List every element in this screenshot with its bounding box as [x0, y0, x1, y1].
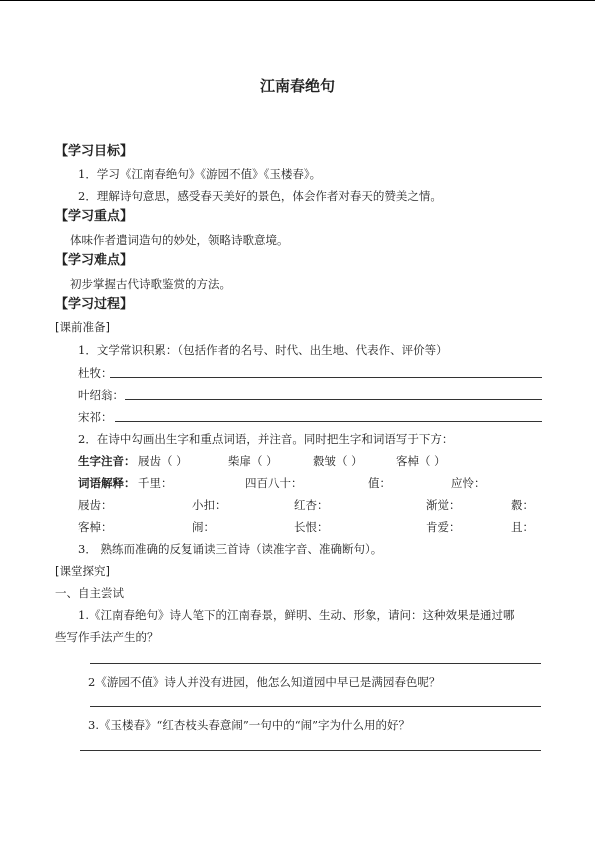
class-q1-line2: 些写作手法产生的？	[55, 630, 159, 644]
vocab-item: 红杏：	[294, 498, 329, 512]
section-heading-process: 【学习过程】	[55, 297, 134, 312]
section-heading-difficulty: 【学习难点】	[55, 253, 134, 268]
pinyin-item: 柴扉（ ）	[228, 454, 278, 468]
vocab-item: 四百八十：	[245, 476, 303, 490]
top-rule	[0, 0, 595, 1]
vocab-item: 值：	[368, 476, 391, 490]
prep-q2: 2．在诗中勾画出生字和重点词语，并注音。同时把生字和词语写于下方：	[78, 432, 454, 446]
answer-line-q1[interactable]	[90, 663, 541, 664]
vocab-item: 客棹：	[78, 520, 113, 534]
class-q1-line1: 1.《江南春绝句》诗人笔下的江南春景，鲜明、生动、形象，请问：这种效果是通过哪	[78, 608, 515, 622]
class-heading: [课堂探究]	[55, 564, 110, 578]
difficulty-text: 初步掌握古代诗歌鉴赏的方法。	[70, 277, 231, 291]
prep-q3: 3． 熟练而准确的反复诵读三首诗（读准字音、准确断句）。	[78, 542, 383, 556]
class-q2: 2《游园不值》诗人并没有进园，他怎么知道园中早已是满园春色呢？	[88, 675, 441, 689]
vocab-item: 长恨：	[294, 520, 329, 534]
answer-line-songqi[interactable]	[115, 421, 542, 422]
answer-line-yeshaoweng[interactable]	[125, 399, 542, 400]
class-q3: 3.《玉楼春》“红杏枝头春意闹”一句中的“闹”字为什么用的好？	[88, 718, 410, 732]
class-sub1: 一、自主尝试	[55, 586, 124, 600]
pinyin-item: 客棹（ ）	[396, 454, 446, 468]
answer-line-q2[interactable]	[90, 706, 541, 707]
author-yeshaoweng-label: 叶绍翁：	[78, 388, 124, 402]
goal-1: 1．学习《江南春绝句》《游园不值》《玉楼春》。	[78, 167, 322, 181]
vocab-item: 千里：	[138, 476, 173, 490]
vocab-item: 应怜：	[451, 476, 486, 490]
vocab-item: 小扣：	[192, 498, 227, 512]
vocab-item: 渐觉：	[426, 498, 461, 512]
vocab-item: 肯爱：	[426, 520, 461, 534]
pinyin-item: 縠皱（ ）	[313, 454, 363, 468]
author-dumu-label: 杜牧：	[78, 366, 113, 380]
vocab-item: 縠：	[511, 498, 534, 512]
answer-line-dumu[interactable]	[110, 377, 542, 378]
pinyin-label: 生字注音：	[78, 454, 136, 468]
section-heading-goals: 【学习目标】	[55, 144, 134, 159]
page-title: 江南春绝句	[259, 77, 335, 95]
vocab-item: 闹：	[192, 520, 215, 534]
vocab-item: 屐齿：	[78, 498, 113, 512]
section-heading-key: 【学习重点】	[55, 209, 134, 224]
goal-2: 2．理解诗句意思，感受春天美好的景色，体会作者对春天的赞美之情。	[78, 189, 442, 203]
key-text: 体味作者遣词造句的妙处，领略诗歌意境。	[70, 233, 289, 247]
author-songqi-label: 宋祁：	[78, 410, 113, 424]
prep-q1: 1．文学常识积累：（包括作者的名号、时代、出生地、代表作、评价等）	[78, 343, 448, 357]
vocab-item: 且：	[511, 520, 534, 534]
prep-heading: [课前准备]	[55, 320, 110, 334]
pinyin-item: 屐齿（ ）	[138, 454, 188, 468]
vocab-label: 词语解释：	[78, 476, 136, 490]
answer-line-q3[interactable]	[80, 750, 541, 751]
